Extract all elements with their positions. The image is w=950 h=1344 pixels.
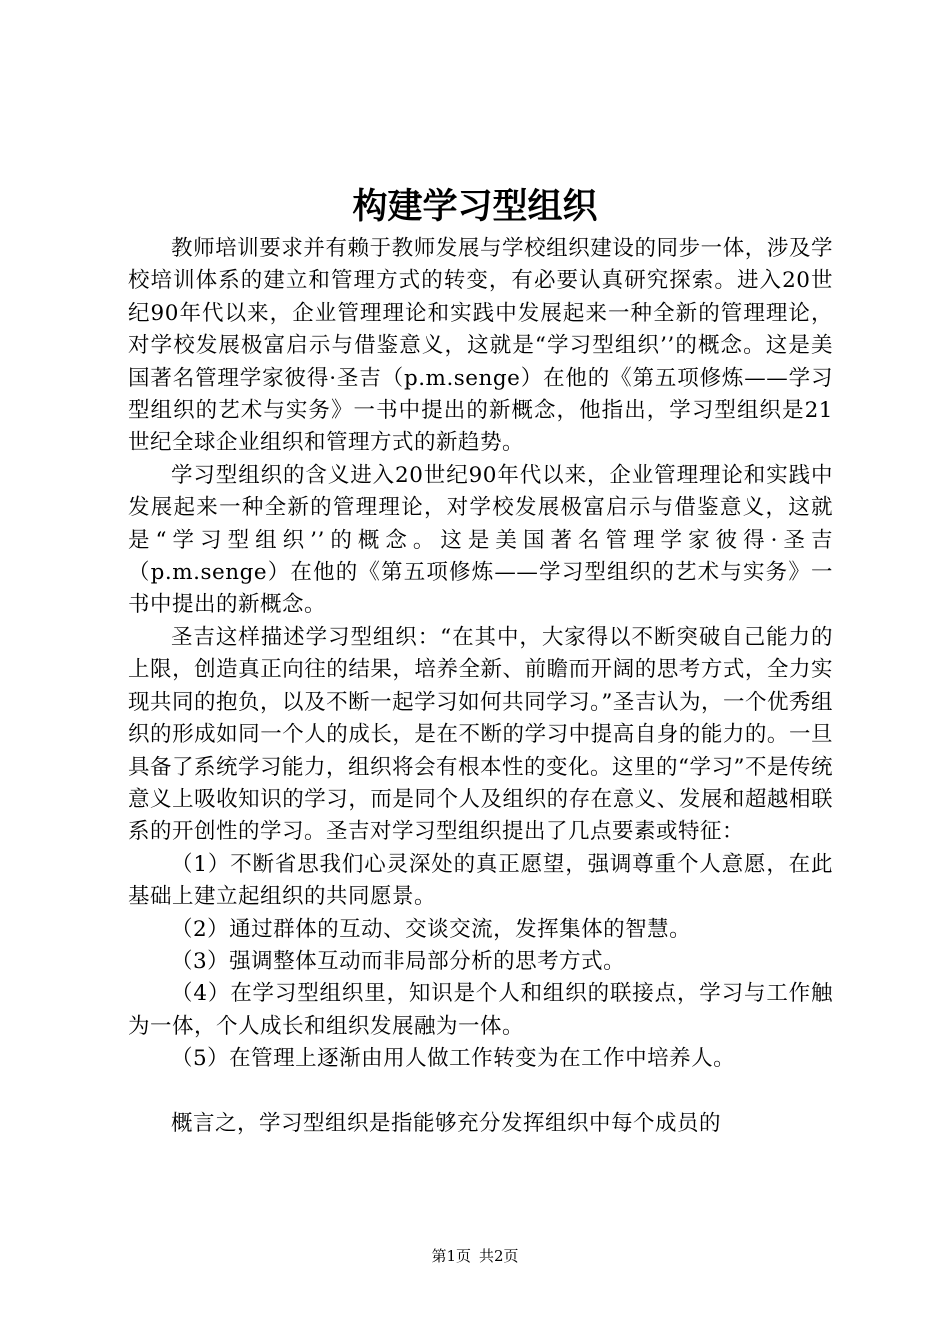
page-number-total: 共2页 bbox=[479, 1247, 519, 1265]
list-item-feature-1: （1）不断省思我们心灵深处的真正愿望，强调尊重个人意愿，在此基础上建立起组织的共同愿景。 bbox=[128, 851, 833, 910]
list-item-feature-2: （2）通过群体的互动、交谈交流，发挥集体的智慧。 bbox=[171, 916, 692, 942]
list-item-feature-3: （3）强调整体互动而非局部分析的思考方式。 bbox=[171, 948, 626, 974]
paragraph-definition: 学习型组织的含义进入20世纪90年代以来，企业管理理论和实践中发展起来一种全新的管理理论，对学校发展极富启示与借鉴意义，这就是“学习型组织’’的概念。这是美国著名管理学家彼得·圣吉（p.m.senge）在他的《第五项修炼——学习型组织的艺术与实务》一书中提出的新概念。 bbox=[128, 462, 833, 618]
page-footer bbox=[0, 1246, 950, 1266]
page-number-current: 第1页 bbox=[431, 1247, 471, 1265]
list-item-feature-4: （4）在学习型组织里，知识是个人和组织的联接点，学习与工作触为一体，个人成长和组织发展融为一体。 bbox=[128, 981, 833, 1039]
document-title: 构建学习型组织 bbox=[352, 186, 598, 227]
document-body bbox=[128, 233, 833, 1140]
paragraph-intro: 教师培训要求并有赖于教师发展与学校组织建设的同步一体，涉及学校培训体系的建立和管理方式的转变，有必要认真研究探索。进入20世纪90年代以来，企业管理理论和实践中发展起来一种全新的管理理论，对学校发展极富启示与借鉴意义，这就是“学习型组织’’的概念。这是美国著名管理学家彼得·圣吉（p.m.senge）在他的《第五项修炼——学习型组织的艺术与实务》一书中提出的新概念，他指出，学习型组织是21世纪全球企业组织和管理方式的新趋势。 bbox=[128, 236, 833, 456]
list-item-feature-5: （5）在管理上逐渐由用人做工作转变为在工作中培养人。 bbox=[171, 1046, 736, 1072]
paragraph-senge-description: 圣吉这样描述学习型组织：“在其中，大家得以不断突破自己能力的上限，创造真正向往的结果，培养全新、前瞻而开阔的思考方式，全力实现共同的抱负，以及不断一起学习如何共同学习。”圣吉认为，一个优秀组织的形成如同一个人的成长，是在不断的学习中提高自身的能力的。一旦具备了系统学习能力，组织将会有根本性的变化。这里的“学习”不是传统意义上吸收知识的学习，而是同个人及组织的存在意义、发展和超越相联系的开创性的学习。圣吉对学习型组织提出了几点要素或特征： bbox=[128, 624, 833, 845]
paragraph-summary: 概言之，学习型组织是指能够充分发挥组织中每个成员的 bbox=[171, 1110, 722, 1136]
